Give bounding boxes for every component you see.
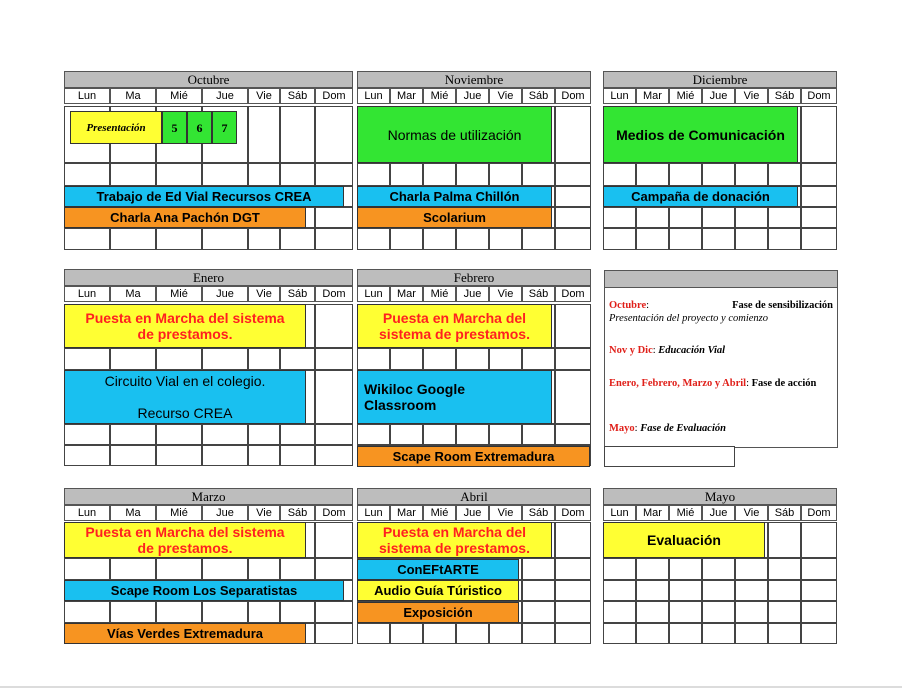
legend-value: Fase de acción bbox=[751, 378, 817, 389]
event-line: Wikiloc Google bbox=[364, 381, 465, 397]
legend-sub: Presentación del proyecto y comienzo bbox=[609, 313, 769, 324]
day-cell bbox=[248, 558, 280, 580]
month-title-octubre: Octubre bbox=[64, 71, 353, 88]
event-puesta-marcha-marzo bbox=[64, 522, 306, 558]
event-line: Puesta en Marcha del sistema bbox=[85, 310, 285, 326]
legend-mayo: Mayo: Fase de Evaluación bbox=[609, 423, 726, 434]
day-cell bbox=[768, 163, 801, 186]
day-cell bbox=[64, 445, 110, 466]
month-title-abril: Abril bbox=[357, 488, 591, 505]
day-cell bbox=[423, 348, 456, 370]
day-cell bbox=[202, 348, 248, 370]
day-cell bbox=[735, 558, 768, 580]
day-cell bbox=[315, 522, 353, 558]
day-cell bbox=[489, 228, 522, 250]
day-cell bbox=[555, 601, 591, 623]
day-cell bbox=[555, 580, 591, 601]
day-cell bbox=[603, 207, 636, 228]
day-cell bbox=[801, 163, 837, 186]
legend-octubre: Octubre: Fase de sensibilización Presentación del proyecto y comienzo bbox=[609, 300, 833, 324]
page-bottom-line bbox=[0, 686, 902, 688]
day-header: Mar bbox=[636, 505, 669, 521]
day-cell bbox=[768, 601, 801, 623]
day-cell bbox=[248, 348, 280, 370]
day-cell bbox=[202, 163, 248, 186]
day-cell bbox=[156, 558, 202, 580]
event-line: Puesta en Marcha del bbox=[382, 310, 527, 326]
day-cell bbox=[315, 601, 353, 623]
day-header: Dom bbox=[555, 88, 591, 104]
day-cell bbox=[768, 228, 801, 250]
day-cell bbox=[555, 522, 591, 558]
day-header: Mié bbox=[669, 505, 702, 521]
event-line: de prestamos. bbox=[137, 540, 233, 556]
event-vias-verdes: Vías Verdes Extremadura bbox=[64, 623, 306, 644]
event-line: Recurso CREA bbox=[137, 405, 233, 421]
day-cell bbox=[390, 424, 423, 445]
day-cell bbox=[280, 348, 315, 370]
day-cell bbox=[156, 348, 202, 370]
day-cell bbox=[603, 558, 636, 580]
day-cell bbox=[64, 601, 110, 623]
event-puesta-marcha-abril bbox=[357, 522, 552, 558]
day-cell bbox=[489, 348, 522, 370]
day-header: Lun bbox=[64, 505, 110, 521]
legend-value: Fase de Evaluación bbox=[640, 423, 726, 434]
event-scape-separatistas: Scape Room Los Separatistas bbox=[64, 580, 344, 601]
day-cell bbox=[801, 207, 837, 228]
legend-footer-cell bbox=[604, 446, 735, 467]
day-cell bbox=[636, 163, 669, 186]
day-cell bbox=[315, 370, 353, 424]
day-cell bbox=[456, 163, 489, 186]
event-line: de prestamos. bbox=[137, 326, 233, 342]
day-cell bbox=[636, 623, 669, 644]
event-day-7: 7 bbox=[212, 111, 237, 144]
day-cell bbox=[280, 445, 315, 466]
day-header: Mié bbox=[423, 505, 456, 521]
day-cell bbox=[357, 424, 390, 445]
day-header: Lun bbox=[603, 505, 636, 521]
event-circuito-vial bbox=[64, 370, 306, 424]
day-cell bbox=[522, 163, 555, 186]
day-header: Jue bbox=[456, 88, 489, 104]
day-cell bbox=[248, 601, 280, 623]
day-cell bbox=[315, 558, 353, 580]
day-header: Jue bbox=[202, 286, 248, 302]
day-cell bbox=[636, 207, 669, 228]
day-cell bbox=[315, 207, 353, 228]
day-header: Mié bbox=[156, 88, 202, 104]
day-cell bbox=[315, 228, 353, 250]
day-cell bbox=[735, 580, 768, 601]
legend-key: Enero, Febrero, Marzo y Abril bbox=[609, 378, 747, 389]
day-cell bbox=[156, 163, 202, 186]
day-cell bbox=[156, 424, 202, 445]
day-cell bbox=[456, 348, 489, 370]
day-header: Mié bbox=[156, 505, 202, 521]
day-cell bbox=[603, 580, 636, 601]
day-cell bbox=[202, 228, 248, 250]
day-cell bbox=[669, 623, 702, 644]
day-cell bbox=[315, 623, 353, 644]
day-header: Jue bbox=[456, 286, 489, 302]
day-cell bbox=[555, 207, 591, 228]
day-cell bbox=[64, 163, 110, 186]
day-cell bbox=[702, 623, 735, 644]
day-cell bbox=[156, 601, 202, 623]
event-line: sistema de prestamos. bbox=[379, 540, 530, 556]
day-cell bbox=[801, 558, 837, 580]
day-header: Lun bbox=[357, 88, 390, 104]
day-cell bbox=[702, 601, 735, 623]
day-header: Jue bbox=[202, 88, 248, 104]
day-cell bbox=[735, 207, 768, 228]
day-cell bbox=[801, 623, 837, 644]
day-cell bbox=[456, 228, 489, 250]
day-cell bbox=[669, 163, 702, 186]
day-cell bbox=[423, 623, 456, 644]
day-cell bbox=[669, 601, 702, 623]
month-title-febrero: Febrero bbox=[357, 269, 591, 286]
event-scolarium: Scolarium bbox=[357, 207, 552, 228]
day-cell bbox=[636, 580, 669, 601]
day-cell bbox=[456, 424, 489, 445]
day-header: Dom bbox=[801, 505, 837, 521]
day-cell bbox=[280, 558, 315, 580]
day-cell bbox=[735, 623, 768, 644]
day-cell bbox=[110, 163, 156, 186]
day-header: Lun bbox=[357, 286, 390, 302]
day-cell bbox=[64, 424, 110, 445]
day-cell bbox=[357, 623, 390, 644]
day-cell bbox=[555, 304, 591, 348]
day-cell bbox=[801, 522, 837, 558]
day-header: Mié bbox=[669, 88, 702, 104]
day-cell bbox=[248, 424, 280, 445]
event-campana-donacion: Campaña de donación bbox=[603, 186, 798, 207]
day-header: Vie bbox=[489, 88, 522, 104]
day-cell bbox=[315, 163, 353, 186]
day-cell bbox=[555, 228, 591, 250]
day-header: Dom bbox=[801, 88, 837, 104]
day-cell bbox=[522, 623, 555, 644]
day-header: Dom bbox=[555, 505, 591, 521]
day-cell bbox=[702, 207, 735, 228]
day-cell bbox=[702, 228, 735, 250]
day-header: Mar bbox=[636, 88, 669, 104]
legend-key: Mayo bbox=[609, 423, 635, 434]
day-cell bbox=[603, 623, 636, 644]
day-cell bbox=[522, 228, 555, 250]
day-header: Vie bbox=[735, 505, 768, 521]
day-cell bbox=[110, 424, 156, 445]
day-cell bbox=[390, 163, 423, 186]
day-cell bbox=[489, 424, 522, 445]
day-cell bbox=[202, 558, 248, 580]
day-cell bbox=[357, 163, 390, 186]
day-cell bbox=[801, 228, 837, 250]
legend-box bbox=[604, 270, 838, 448]
event-puesta-marcha-febrero bbox=[357, 304, 552, 348]
day-cell bbox=[456, 623, 489, 644]
day-cell bbox=[248, 106, 280, 163]
day-cell bbox=[555, 348, 591, 370]
event-charla-palma: Charla Palma Chillón bbox=[357, 186, 552, 207]
day-cell bbox=[248, 163, 280, 186]
day-header: Dom bbox=[555, 286, 591, 302]
month-title-noviembre: Noviembre bbox=[357, 71, 591, 88]
day-cell bbox=[315, 424, 353, 445]
event-puesta-marcha-enero bbox=[64, 304, 306, 348]
event-coneftarte: ConEFtARTE bbox=[357, 559, 519, 580]
day-header: Sáb bbox=[768, 88, 801, 104]
event-line: Classroom bbox=[364, 397, 437, 413]
day-cell bbox=[110, 558, 156, 580]
day-header: Vie bbox=[248, 286, 280, 302]
day-cell bbox=[669, 558, 702, 580]
day-header: Sáb bbox=[280, 505, 315, 521]
day-cell bbox=[555, 186, 591, 207]
day-cell bbox=[555, 623, 591, 644]
day-cell bbox=[702, 163, 735, 186]
day-header: Jue bbox=[702, 88, 735, 104]
day-cell bbox=[522, 601, 555, 623]
day-cell bbox=[522, 348, 555, 370]
day-cell bbox=[801, 580, 837, 601]
day-cell bbox=[423, 163, 456, 186]
day-cell bbox=[202, 601, 248, 623]
day-cell bbox=[735, 228, 768, 250]
day-cell bbox=[315, 106, 353, 163]
day-header: Mar bbox=[390, 286, 423, 302]
day-cell bbox=[669, 207, 702, 228]
legend-header bbox=[605, 271, 837, 288]
day-cell bbox=[702, 580, 735, 601]
day-cell bbox=[522, 580, 555, 601]
day-cell bbox=[522, 558, 555, 580]
day-header: Sáb bbox=[280, 286, 315, 302]
day-header: Vie bbox=[735, 88, 768, 104]
day-cell bbox=[202, 445, 248, 466]
day-header: Ma bbox=[110, 88, 156, 104]
day-header: Sáb bbox=[280, 88, 315, 104]
day-cell bbox=[110, 601, 156, 623]
legend-value: Fase de sensibilización bbox=[732, 300, 833, 311]
day-cell bbox=[357, 228, 390, 250]
day-cell bbox=[801, 106, 837, 163]
day-cell bbox=[702, 558, 735, 580]
day-header: Jue bbox=[702, 505, 735, 521]
month-title-marzo: Marzo bbox=[64, 488, 353, 505]
event-wikiloc bbox=[357, 370, 552, 424]
day-header: Dom bbox=[315, 286, 353, 302]
day-cell bbox=[315, 304, 353, 348]
day-cell bbox=[636, 601, 669, 623]
day-cell bbox=[248, 445, 280, 466]
day-cell bbox=[110, 348, 156, 370]
event-day-6: 6 bbox=[187, 111, 212, 144]
day-header: Mié bbox=[156, 286, 202, 302]
day-cell bbox=[280, 601, 315, 623]
day-header: Lun bbox=[357, 505, 390, 521]
day-cell bbox=[64, 348, 110, 370]
day-cell bbox=[248, 228, 280, 250]
day-cell bbox=[555, 558, 591, 580]
day-header: Ma bbox=[110, 286, 156, 302]
day-cell bbox=[636, 228, 669, 250]
day-cell bbox=[669, 580, 702, 601]
day-cell bbox=[603, 228, 636, 250]
event-line: sistema de prestamos. bbox=[379, 326, 530, 342]
day-cell bbox=[202, 424, 248, 445]
event-line: Puesta en Marcha del bbox=[382, 524, 527, 540]
day-header: Mar bbox=[390, 88, 423, 104]
day-header: Sáb bbox=[522, 88, 555, 104]
day-header: Lun bbox=[603, 88, 636, 104]
day-header: Mié bbox=[423, 88, 456, 104]
day-cell bbox=[110, 445, 156, 466]
event-presentacion: Presentación bbox=[70, 111, 162, 144]
day-cell bbox=[768, 558, 801, 580]
day-header: Mar bbox=[390, 505, 423, 521]
day-cell bbox=[555, 106, 591, 163]
day-cell bbox=[390, 623, 423, 644]
day-cell bbox=[768, 207, 801, 228]
event-trabajo-ed-vial: Trabajo de Ed Vial Recursos CREA bbox=[64, 186, 344, 207]
day-header: Dom bbox=[315, 505, 353, 521]
event-line: Puesta en Marcha del sistema bbox=[85, 524, 285, 540]
day-header: Lun bbox=[64, 286, 110, 302]
day-cell bbox=[423, 424, 456, 445]
day-cell bbox=[280, 424, 315, 445]
day-header: Ma bbox=[110, 505, 156, 521]
event-medios-comunicacion: Medios de Comunicación bbox=[603, 106, 798, 163]
day-cell bbox=[280, 163, 315, 186]
day-cell bbox=[735, 601, 768, 623]
day-cell bbox=[669, 228, 702, 250]
day-cell bbox=[801, 186, 837, 207]
day-cell bbox=[280, 228, 315, 250]
legend-value: Educación Vial bbox=[658, 345, 726, 356]
day-cell bbox=[555, 424, 591, 445]
month-title-diciembre: Diciembre bbox=[603, 71, 837, 88]
event-exposicion: Exposición bbox=[357, 602, 519, 623]
month-title-enero: Enero bbox=[64, 269, 353, 286]
day-cell bbox=[636, 558, 669, 580]
event-evaluacion: Evaluación bbox=[603, 522, 765, 558]
day-header: Sáb bbox=[522, 286, 555, 302]
day-cell bbox=[768, 623, 801, 644]
day-header: Vie bbox=[489, 505, 522, 521]
day-cell bbox=[489, 163, 522, 186]
day-header: Dom bbox=[315, 88, 353, 104]
day-header: Lun bbox=[64, 88, 110, 104]
day-header: Jue bbox=[202, 505, 248, 521]
event-audio-guia: Audio Guía Túristico bbox=[357, 580, 519, 601]
day-cell bbox=[280, 106, 315, 163]
day-header: Vie bbox=[489, 286, 522, 302]
day-cell bbox=[423, 228, 456, 250]
day-cell bbox=[522, 424, 555, 445]
day-cell bbox=[315, 445, 353, 466]
day-cell bbox=[156, 445, 202, 466]
day-header: Vie bbox=[248, 88, 280, 104]
legend-key: Nov y Dic bbox=[609, 345, 653, 356]
day-cell bbox=[603, 601, 636, 623]
day-cell bbox=[603, 163, 636, 186]
event-line: Circuito Vial en el colegio. bbox=[104, 373, 266, 389]
legend-accion: Enero, Febrero, Marzo y Abril: Fase de acción bbox=[609, 378, 817, 389]
day-cell bbox=[801, 601, 837, 623]
event-day-5: 5 bbox=[162, 111, 187, 144]
event-charla-ana-pachon: Charla Ana Pachón DGT bbox=[64, 207, 306, 228]
day-header: Vie bbox=[248, 505, 280, 521]
day-cell bbox=[156, 228, 202, 250]
event-scape-extremadura: Scape Room Extremadura bbox=[357, 446, 590, 467]
day-header: Sáb bbox=[768, 505, 801, 521]
month-title-mayo: Mayo bbox=[603, 488, 837, 505]
day-cell bbox=[768, 580, 801, 601]
day-cell bbox=[110, 228, 156, 250]
day-cell bbox=[390, 228, 423, 250]
day-header: Mié bbox=[423, 286, 456, 302]
day-cell bbox=[735, 163, 768, 186]
day-header: Sáb bbox=[522, 505, 555, 521]
legend-key: Octubre bbox=[609, 300, 647, 311]
legend-novdic: Nov y Dic: Educación Vial bbox=[609, 345, 726, 356]
day-cell bbox=[555, 163, 591, 186]
day-cell bbox=[64, 228, 110, 250]
day-cell bbox=[64, 558, 110, 580]
day-header: Jue bbox=[456, 505, 489, 521]
day-cell bbox=[768, 522, 801, 558]
event-normas-utilizacion: Normas de utilización bbox=[357, 106, 552, 163]
day-cell bbox=[489, 623, 522, 644]
day-cell bbox=[357, 348, 390, 370]
day-cell bbox=[315, 348, 353, 370]
day-cell bbox=[390, 348, 423, 370]
day-cell bbox=[555, 370, 591, 424]
